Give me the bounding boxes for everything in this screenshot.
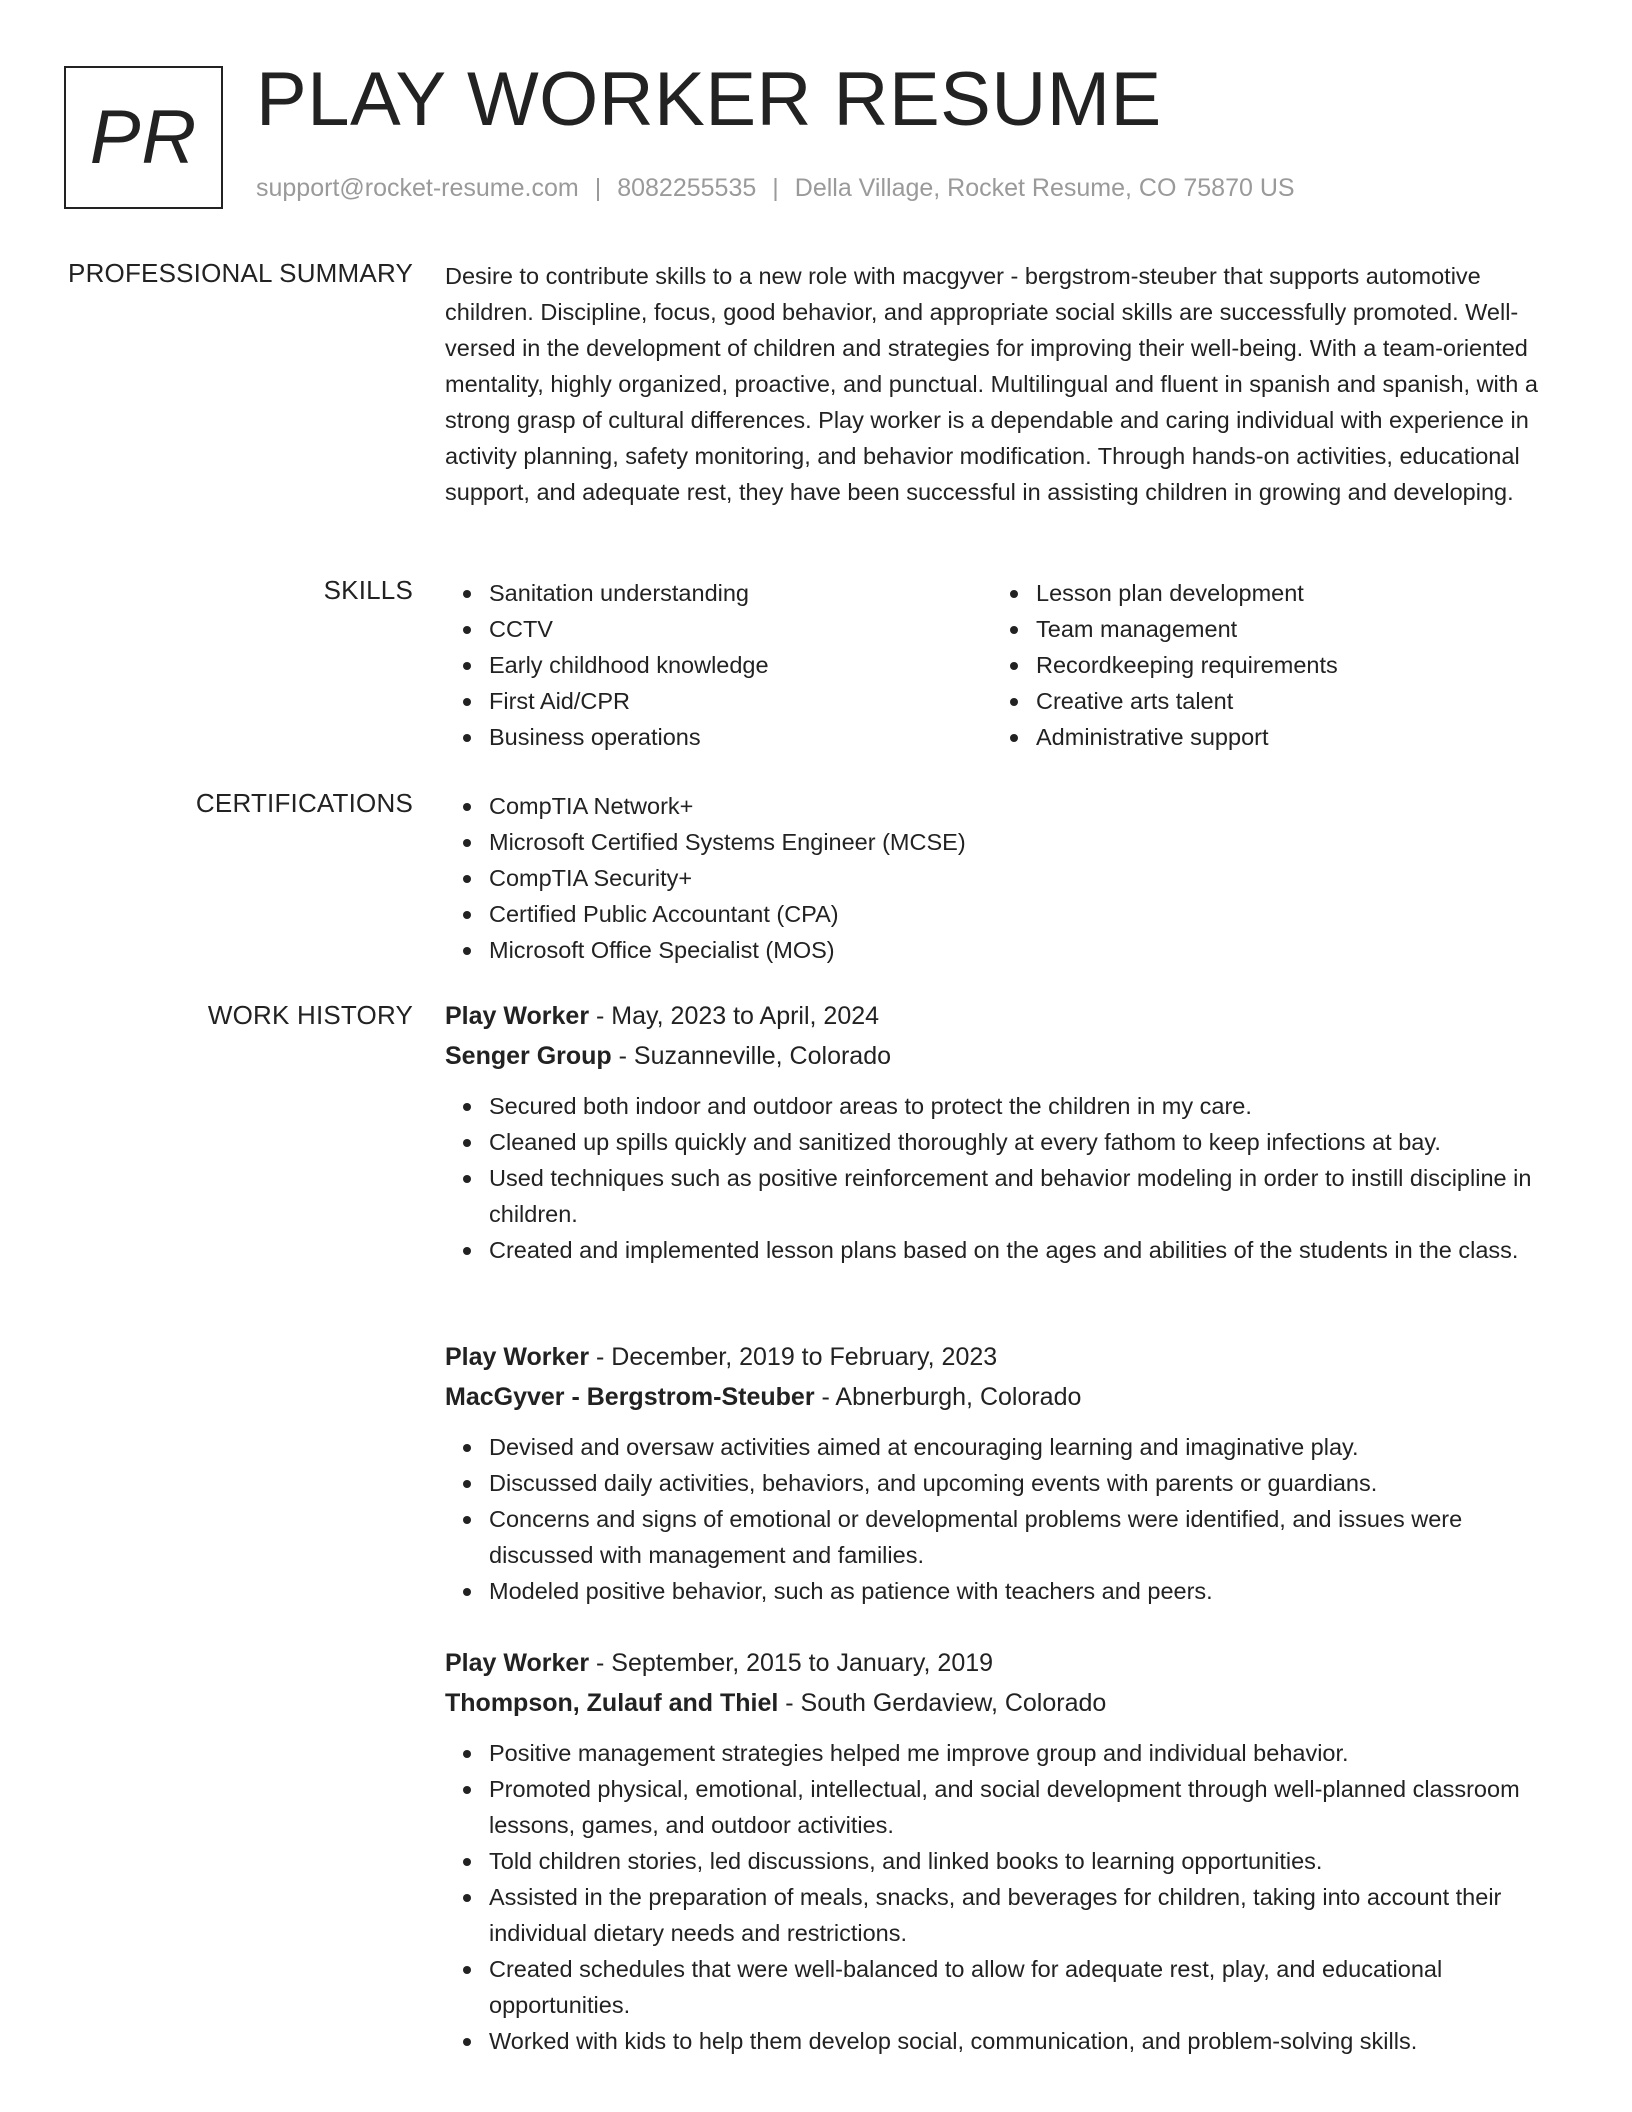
certification-item: Certified Public Accountant (CPA) bbox=[445, 896, 1560, 932]
job-company-line bbox=[445, 1036, 1560, 1076]
job-bullet: Cleaned up spills quickly and sanitized thoroughly at every fathom to keep infections at bay. bbox=[445, 1124, 1560, 1160]
job-dates: - December, 2019 to February, 2023 bbox=[589, 1343, 998, 1371]
job-company-line bbox=[445, 1683, 1560, 1723]
job-dates: - September, 2015 to January, 2019 bbox=[589, 1649, 994, 1677]
job-location: - Abnerburgh, Colorado bbox=[814, 1383, 1082, 1411]
contact-separator: | bbox=[594, 174, 602, 202]
job-role: Play Worker bbox=[445, 1649, 590, 1677]
job-company: MacGyver - Bergstrom-Steuber bbox=[445, 1383, 815, 1411]
job-title-line bbox=[445, 1337, 1560, 1377]
contact-email: support@rocket-resume.com bbox=[256, 174, 579, 202]
job-dates: - May, 2023 to April, 2024 bbox=[589, 1002, 880, 1030]
job-bullet: Concerns and signs of emotional or developmental problems were identified, and issues were discussed with management and families. bbox=[445, 1501, 1560, 1573]
job-entry bbox=[445, 996, 1560, 1268]
job-entry bbox=[445, 1643, 1560, 2059]
skill-item: Recordkeeping requirements bbox=[992, 647, 1539, 683]
monogram-logo bbox=[64, 66, 223, 209]
job-bullets bbox=[445, 1088, 1560, 1268]
certification-item: Microsoft Certified Systems Engineer (MCSE) bbox=[445, 824, 1560, 860]
skill-item: Early childhood knowledge bbox=[445, 647, 992, 683]
skill-item: Business operations bbox=[445, 719, 992, 755]
skill-item: Sanitation understanding bbox=[445, 575, 992, 611]
certification-item: CompTIA Network+ bbox=[445, 788, 1560, 824]
certification-item: Microsoft Office Specialist (MOS) bbox=[445, 932, 1560, 968]
section-label-skills: SKILLS bbox=[323, 575, 413, 605]
job-bullet: Positive management strategies helped me improve group and individual behavior. bbox=[445, 1735, 1560, 1771]
skill-item: Lesson plan development bbox=[992, 575, 1539, 611]
job-company-line bbox=[445, 1377, 1560, 1417]
skill-item: Creative arts talent bbox=[992, 683, 1539, 719]
job-bullet: Told children stories, led discussions, and linked books to learning opportunities. bbox=[445, 1843, 1560, 1879]
job-role: Play Worker bbox=[445, 1343, 590, 1371]
certifications-list bbox=[445, 788, 1560, 968]
job-bullet: Created and implemented lesson plans based on the ages and abilities of the students in the class. bbox=[445, 1232, 1560, 1268]
job-company: Senger Group bbox=[445, 1042, 612, 1070]
job-role: Play Worker bbox=[445, 1002, 590, 1030]
job-bullet: Created schedules that were well-balanced to allow for adequate rest, play, and educational opportunities. bbox=[445, 1951, 1560, 2023]
resume-title: PLAY WORKER RESUME bbox=[256, 57, 1162, 142]
job-bullet: Devised and oversaw activities aimed at encouraging learning and imaginative play. bbox=[445, 1429, 1560, 1465]
certification-item: CompTIA Security+ bbox=[445, 860, 1560, 896]
section-label-summary: PROFESSIONAL SUMMARY bbox=[68, 258, 413, 288]
job-title-line bbox=[445, 996, 1560, 1036]
contact-separator: | bbox=[772, 174, 779, 202]
contact-address: Della Village, Rocket Resume, CO 75870 US bbox=[794, 174, 1295, 202]
job-bullet: Assisted in the preparation of meals, snacks, and beverages for children, taking into account their individual dietary needs and restrictions. bbox=[445, 1879, 1560, 1951]
skill-item: First Aid/CPR bbox=[445, 683, 992, 719]
job-bullets bbox=[445, 1429, 1560, 1609]
summary-text: Desire to contribute skills to a new role with macgyver - bergstrom-steuber that supports automotive children. Discipline, focus, good behavior, and appropriate social skills are successfully promoted. Well-versed in the development of children and strategies for improving their well-being. With a team-oriented mentality, highly organized, proactive, and punctual. Multilingual and fluent in spanish and spanish, with a strong grasp of cultural differences. Play worker is a dependable and caring individual with experience in activity planning, safety monitoring, and behavior modification. Through hands-on activities, educational support, and adequate rest, they have been successful in assisting children in growing and developing. bbox=[445, 263, 1538, 505]
job-entry bbox=[445, 1337, 1560, 1609]
job-bullets bbox=[445, 1735, 1560, 2059]
skill-item: Team management bbox=[992, 611, 1539, 647]
skills-list-left bbox=[445, 575, 992, 755]
monogram-initials: PR bbox=[89, 95, 198, 180]
contact-line bbox=[256, 174, 1295, 203]
job-location: - South Gerdaview, Colorado bbox=[778, 1689, 1107, 1717]
job-location: - Suzanneville, Colorado bbox=[611, 1042, 892, 1070]
skills-list-right bbox=[992, 575, 1539, 755]
job-bullet: Promoted physical, emotional, intellectual, and social development through well-planned classroom lessons, games, and outdoor activities. bbox=[445, 1771, 1560, 1843]
section-label-work-history: WORK HISTORY bbox=[207, 1000, 413, 1030]
job-bullet: Used techniques such as positive reinforcement and behavior modeling in order to instill discipline in children. bbox=[445, 1160, 1560, 1232]
job-bullet: Worked with kids to help them develop social, communication, and problem-solving skills. bbox=[445, 2023, 1560, 2059]
job-bullet: Secured both indoor and outdoor areas to protect the children in my care. bbox=[445, 1088, 1560, 1124]
skill-item: Administrative support bbox=[992, 719, 1539, 755]
skill-item: CCTV bbox=[445, 611, 992, 647]
job-bullet: Modeled positive behavior, such as patience with teachers and peers. bbox=[445, 1573, 1560, 1609]
section-label-certifications: CERTIFICATIONS bbox=[195, 788, 413, 818]
job-company: Thompson, Zulauf and Thiel bbox=[445, 1689, 779, 1717]
job-bullet: Discussed daily activities, behaviors, and upcoming events with parents or guardians. bbox=[445, 1465, 1560, 1501]
job-title-line bbox=[445, 1643, 1560, 1683]
contact-phone: 8082255535 bbox=[617, 174, 757, 202]
